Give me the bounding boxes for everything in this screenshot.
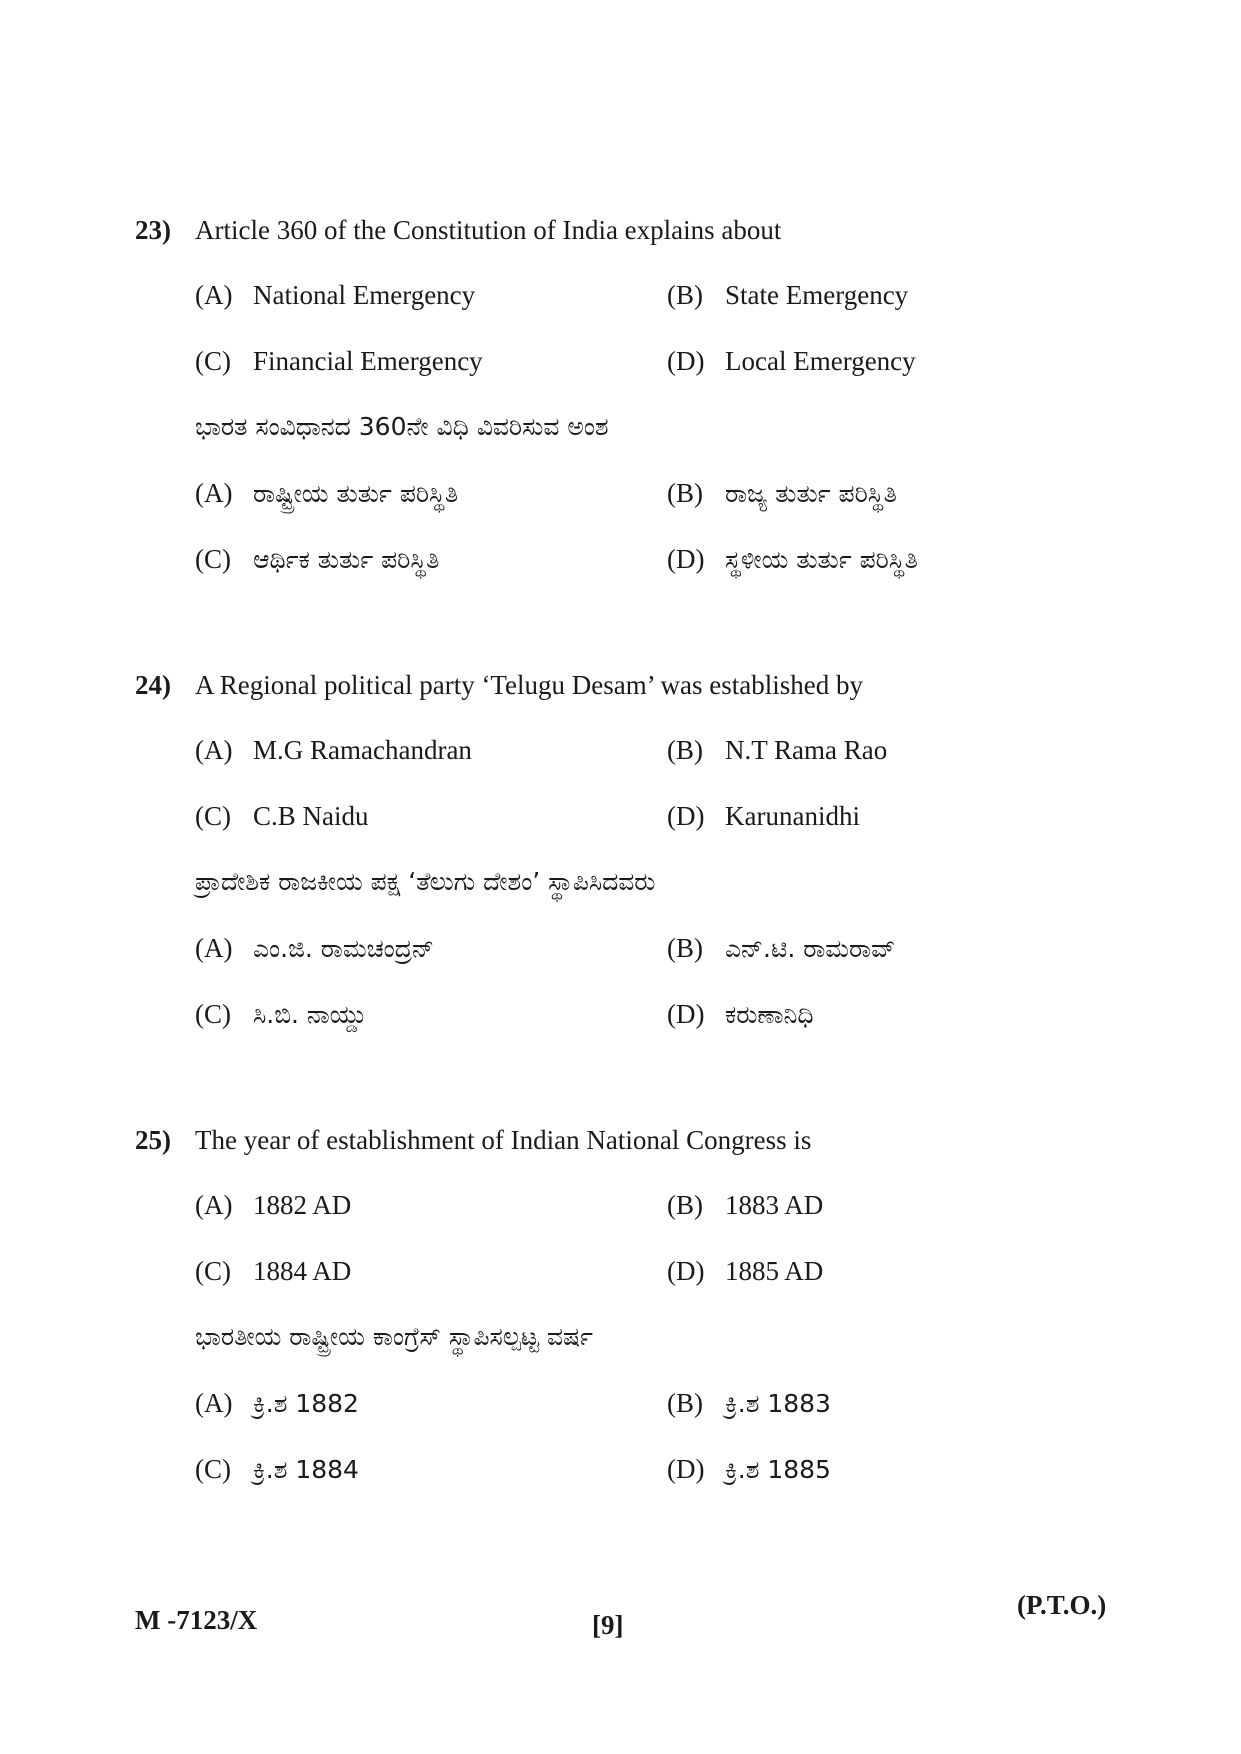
question-text-kannada-row bbox=[135, 412, 1135, 478]
option-c: (C) Financial Emergency bbox=[195, 346, 483, 376]
option-row bbox=[135, 1190, 1135, 1256]
option-row-kannada bbox=[135, 1388, 1135, 1454]
question-text-english: A Regional political party ‘Telugu Desam’ was established by bbox=[195, 670, 863, 700]
option-c-kannada: (C) ಆರ್ಥಿಕ ತುರ್ತು ಪರಿಸ್ಥಿತಿ bbox=[195, 544, 440, 574]
option-row bbox=[135, 280, 1135, 346]
option-c-kannada: (C) ಸಿ.ಬಿ. ನಾಯ್ಡು bbox=[195, 999, 368, 1029]
option-row-kannada bbox=[135, 478, 1135, 544]
question-stem bbox=[135, 1125, 1135, 1165]
option-d: (D) 1885 AD bbox=[667, 1256, 824, 1286]
question-text-english: Article 360 of the Constitution of India explains about bbox=[195, 215, 782, 245]
option-b-kannada: (B) ರಾಜ್ಯ ತುರ್ತು ಪರಿಸ್ಥಿತಿ bbox=[667, 478, 897, 508]
option-b: (B) 1883 AD bbox=[667, 1190, 824, 1220]
question-number: 23) bbox=[135, 215, 171, 245]
question-text-kannada-row bbox=[135, 867, 1135, 933]
option-row-kannada bbox=[135, 999, 1135, 1065]
option-b-kannada: (B) ಕ್ರಿ.ಶ 1883 bbox=[667, 1388, 831, 1418]
option-row bbox=[135, 801, 1135, 867]
option-row bbox=[135, 346, 1135, 412]
question-text-kannada: ಭಾರತ ಸಂವಿಧಾನದ 360ನೇ ವಿಧಿ ವಿವರಿಸುವ ಅಂಶ bbox=[195, 412, 609, 441]
page-number: [9] bbox=[592, 1610, 624, 1640]
option-b-kannada: (B) ಎನ್.ಟಿ. ರಾಮರಾವ್ bbox=[667, 933, 896, 963]
question-text-kannada: ಪ್ರಾದೇಶಿಕ ರಾಜಕೀಯ ಪಕ್ಷ ‘ತೆಲುಗು ದೇಶಂ’ ಸ್ಥಾಪಿಸಿದವರು bbox=[195, 867, 656, 896]
option-row-kannada bbox=[135, 544, 1135, 610]
option-row bbox=[135, 1256, 1135, 1322]
option-c-kannada: (C) ಕ್ರಿ.ಶ 1884 bbox=[195, 1454, 359, 1484]
option-c: (C) 1884 AD bbox=[195, 1256, 352, 1286]
option-a: (A) National Emergency bbox=[195, 280, 476, 310]
option-d-kannada: (D) ಕ್ರಿ.ಶ 1885 bbox=[667, 1454, 831, 1484]
option-a: (A) M.G Ramachandran bbox=[195, 735, 472, 765]
option-row-kannada bbox=[135, 933, 1135, 999]
option-row-kannada bbox=[135, 1454, 1135, 1520]
option-d: (D) Karunanidhi bbox=[667, 801, 860, 831]
option-d-kannada: (D) ಕರುಣಾನಿಧಿ bbox=[667, 999, 814, 1029]
question-23 bbox=[135, 215, 1135, 610]
paper-code: M -7123/X bbox=[135, 1605, 258, 1635]
option-a-kannada: (A) ಎಂ.ಜಿ. ರಾಮಚಂದ್ರನ್ bbox=[195, 933, 434, 963]
question-text-kannada-row bbox=[135, 1322, 1135, 1388]
question-text-english: The year of establishment of Indian National Congress is bbox=[195, 1125, 812, 1155]
question-stem bbox=[135, 670, 1135, 710]
option-b: (B) State Emergency bbox=[667, 280, 909, 310]
question-number: 24) bbox=[135, 670, 171, 700]
option-d: (D) Local Emergency bbox=[667, 346, 916, 376]
option-c: (C) C.B Naidu bbox=[195, 801, 369, 831]
please-turn-over: (P.T.O.) bbox=[1017, 1590, 1107, 1620]
option-row bbox=[135, 735, 1135, 801]
question-25 bbox=[135, 1125, 1135, 1520]
option-d-kannada: (D) ಸ್ಥಳೀಯ ತುರ್ತು ಪರಿಸ್ಥಿತಿ bbox=[667, 544, 918, 574]
option-a-kannada: (A) ಕ್ರಿ.ಶ 1882 bbox=[195, 1388, 359, 1418]
question-24 bbox=[135, 670, 1135, 1065]
option-a: (A) 1882 AD bbox=[195, 1190, 352, 1220]
option-b: (B) N.T Rama Rao bbox=[667, 735, 888, 765]
question-number: 25) bbox=[135, 1125, 171, 1155]
question-text-kannada: ಭಾರತೀಯ ರಾಷ್ಟ್ರೀಯ ಕಾಂಗ್ರೆಸ್ ಸ್ಥಾಪಿಸಲ್ಪಟ್ಟ ವರ್ಷ bbox=[195, 1322, 593, 1351]
question-stem bbox=[135, 215, 1135, 255]
option-a-kannada: (A) ರಾಷ್ಟ್ರೀಯ ತುರ್ತು ಪರಿಸ್ಥಿತಿ bbox=[195, 478, 459, 508]
